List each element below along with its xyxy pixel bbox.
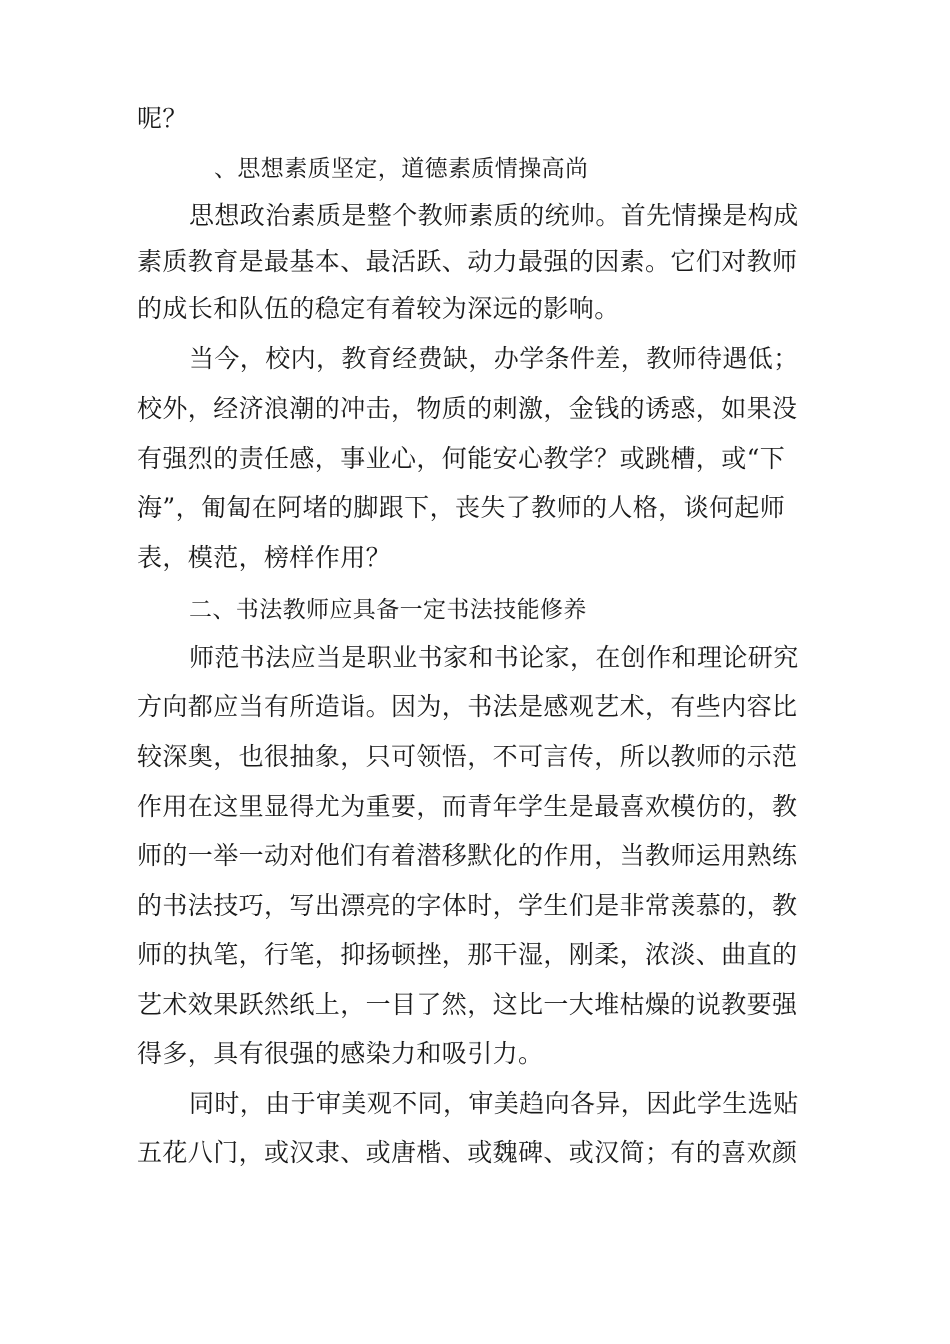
text-line: 有强烈的责任感，事业心，何能安心教学？或跳槽，或“下 — [137, 444, 786, 473]
text-line: 五花八门，或汉隶、或唐楷、或魏碑、或汉简；有的喜欢颜 — [137, 1138, 798, 1167]
text-line: 的书法技巧，写出漂亮的字体时，学生们是非常羡慕的，教 — [137, 891, 798, 920]
text-line: 艺术效果跃然纸上，一目了然，这比一大堆枯燥的说教要强 — [137, 990, 798, 1019]
paragraph-first-line: 同时，由于审美观不同，审美趋向各异，因此学生选贴 — [189, 1089, 799, 1118]
section-heading: 、思想素质坚定，道德素质情操高尚 — [214, 156, 589, 182]
text-line: 表，模范，榜样作用？ — [137, 543, 392, 572]
paragraph-first-line: 思想政治素质是整个教师素质的统帅。首先情操是构成 — [189, 201, 799, 230]
text-line: 师的执笔，行笔，抑扬顿挫，那干湿，刚柔，浓淡、曲直的 — [137, 940, 798, 969]
text-line: 作用在这里显得尤为重要，而青年学生是最喜欢模仿的，教 — [137, 792, 798, 821]
text-line: 方向都应当有所造诣。因为，书法是感观艺术，有些内容比 — [137, 692, 798, 721]
text-line: 较深奥，也很抽象，只可领悟，不可言传，所以教师的示范 — [137, 742, 798, 771]
text-line: 师的一举一动对他们有着潜移默化的作用，当教师运用熟练 — [137, 841, 798, 870]
text-line: 海”，匍匐在阿堵的脚跟下，丧失了教师的人格，谈何起师 — [137, 493, 786, 522]
section-heading: 二、书法教师应具备一定书法技能修养 — [189, 597, 587, 623]
text-line: 的成长和队伍的稳定有着较为深远的影响。 — [137, 294, 620, 323]
text-line: 得多，具有很强的感染力和吸引力。 — [137, 1039, 544, 1068]
paragraph-first-line: 师范书法应当是职业书家和书论家，在创作和理论研究 — [189, 643, 799, 672]
paragraph-first-line: 当今，校内，教育经费缺，办学条件差，教师待遇低； — [189, 344, 799, 373]
text-line: 素质教育是最基本、最活跃、动力最强的因素。它们对教师 — [137, 247, 798, 276]
text-line: 呢？ — [137, 104, 188, 133]
text-line: 校外，经济浪潮的冲击，物质的刺激，金钱的诱惑，如果没 — [137, 394, 798, 423]
